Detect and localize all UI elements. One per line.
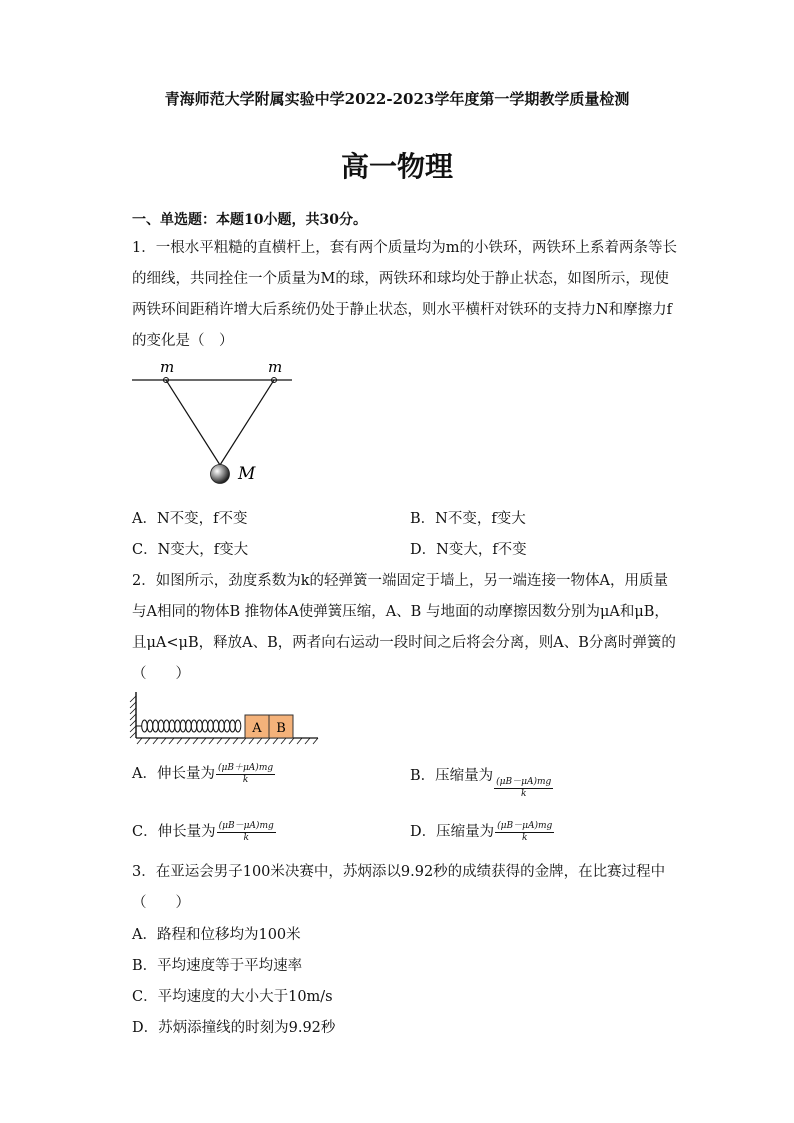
- fraction-numerator: (μB－μA)mg: [218, 820, 274, 831]
- q1-line-4: 的变化是（ ）: [132, 333, 234, 349]
- q2-line-2: 与A相同的物体B 推物体A使弹簧压缩，A、B 与地面的动摩擦因数分别为μA和μB，: [132, 604, 669, 620]
- section-heading: 一、单选题：本题10小题，共30分。: [132, 212, 367, 228]
- ring-left-label: m: [160, 358, 175, 376]
- q2-option-d-prefix: D．压缩量为: [410, 824, 495, 840]
- ball: [211, 465, 230, 484]
- q3-line-2: （ ）: [132, 895, 190, 911]
- q1-line-1: 1．一根水平粗糙的直横杆上，套有两个质量均为m的小铁环，两铁环上系着两条等长: [132, 240, 677, 256]
- q1-option-b[interactable]: B．N不变，f变大: [410, 511, 526, 527]
- q2-option-b[interactable]: [410, 764, 553, 800]
- wall-hatching: [130, 696, 136, 738]
- q1-option-c[interactable]: C．N变大，f变大: [132, 542, 249, 558]
- q1-figure: [128, 355, 308, 490]
- spring: [136, 720, 241, 732]
- q2-option-d-fraction: [495, 821, 554, 844]
- q2-option-c-fraction: [217, 821, 276, 844]
- string-right: [220, 380, 274, 465]
- q2-option-a-prefix: A．伸长量为: [132, 766, 215, 782]
- q2-line-3: 且μA<μB，释放A、B，两者向右运动一段时间之后将会分离，则A、B分离时弹簧的: [132, 635, 676, 651]
- ground-hatching: [137, 738, 318, 744]
- q2-option-c[interactable]: [132, 820, 276, 844]
- q2-option-b-prefix: B．压缩量为: [410, 768, 494, 784]
- fraction-numerator: (μB＋μA)mg: [217, 762, 274, 773]
- fraction-denominator: k: [242, 774, 249, 785]
- page-title: 高一物理: [340, 150, 453, 183]
- q2-option-a[interactable]: [132, 762, 275, 786]
- fraction-numerator: (μB－μA)mg: [496, 777, 552, 787]
- q2-option-d[interactable]: [410, 820, 554, 844]
- fraction-denominator: k: [520, 789, 527, 799]
- q2-line-1: 2．如图所示，劲度系数为k的轻弹簧一端固定于墙上，另一端连接一物体A，用质量: [132, 573, 668, 589]
- q2-option-c-prefix: C．伸长量为: [132, 824, 216, 840]
- q3-option-c[interactable]: C．平均速度的大小大于10m/s: [132, 989, 333, 1005]
- fraction-denominator: k: [521, 832, 528, 843]
- fraction-numerator: (μB－μA)mg: [497, 820, 553, 831]
- q1-line-2: 的细线，共同拴住一个质量为M的球，两铁环和球均处于静止状态，如图所示，现使: [132, 271, 669, 287]
- q1-line-3: 两铁环间距稍许增大后系统仍处于静止状态，则水平横杆对铁环的支持力N和摩擦力f: [132, 302, 673, 318]
- q2-option-a-fraction: [216, 763, 275, 786]
- exam-header: 青海师范大学附属实验中学2022-2023学年度第一学期教学质量检测: [164, 90, 630, 108]
- q3-option-b[interactable]: B．平均速度等于平均速率: [132, 958, 303, 974]
- q3-line-1: 3．在亚运会男子100米决赛中，苏炳添以9.92秒的成绩获得的金牌，在比赛过程中: [132, 864, 666, 880]
- q1-option-a[interactable]: A．N不变，f不变: [132, 511, 248, 527]
- block-a-label: A: [252, 721, 262, 736]
- ball-label: M: [238, 464, 256, 484]
- q1-option-d[interactable]: D．N变大，f不变: [410, 542, 527, 558]
- string-left: [166, 380, 220, 465]
- block-b-label: B: [276, 721, 286, 736]
- q2-figure: [126, 688, 326, 746]
- fraction-denominator: k: [243, 832, 249, 843]
- q2-option-b-fraction: [494, 777, 553, 800]
- ring-right-label: m: [268, 358, 283, 376]
- q2-line-4: （ ）: [132, 666, 190, 682]
- q3-option-a[interactable]: A．路程和位移均为100米: [132, 927, 301, 943]
- q3-option-d[interactable]: D．苏炳添撞线的时刻为9.92秒: [132, 1020, 336, 1036]
